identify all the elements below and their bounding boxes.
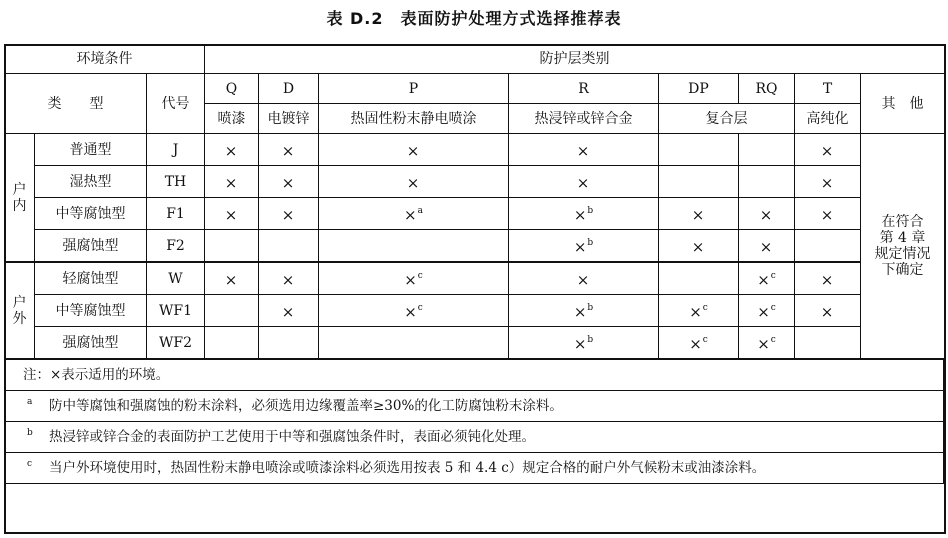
applicable-mark: × [691, 206, 705, 224]
row-code: F1 [147, 198, 205, 230]
col-name-d: 电镀锌 [259, 104, 319, 134]
applicable-mark: × [820, 174, 834, 192]
applicable-mark: × [281, 303, 295, 321]
applicable-mark: × [576, 174, 590, 192]
row-code: F2 [147, 230, 205, 263]
cell-q [205, 295, 259, 327]
cell-p [319, 166, 509, 198]
applicable-mark: × [573, 206, 587, 224]
col-code-p: P [319, 74, 509, 104]
applicable-mark: × [757, 335, 770, 353]
table-row [5, 327, 945, 359]
applicable-mark: × [820, 142, 834, 160]
table-row [5, 134, 945, 166]
applicable-mark: × [576, 142, 590, 160]
applicable-mark: × [404, 206, 417, 224]
table-row [5, 230, 945, 263]
table-row [5, 262, 945, 295]
row-type: 轻腐蚀型 [35, 262, 147, 295]
composite-header: 复合层 [659, 104, 795, 134]
table-row [5, 166, 945, 198]
col-name-t: 高纯化 [795, 104, 861, 134]
applicable-mark: × [404, 271, 417, 289]
cell-r [509, 327, 659, 359]
cell-rq [739, 166, 795, 198]
cell-dp [659, 166, 739, 198]
applicable-mark: × [573, 238, 587, 256]
note-a-key: a [27, 397, 33, 407]
applicable-mark: × [224, 271, 238, 289]
applicable-mark: × [759, 238, 773, 256]
applicable-mark: × [281, 206, 295, 224]
cell-p [319, 230, 509, 263]
group-outdoor: 户 外 [5, 262, 35, 359]
cell-rq [739, 295, 795, 327]
col-code-r: R [509, 74, 659, 104]
applicable-mark: × [573, 303, 587, 321]
applicable-mark: × [224, 206, 238, 224]
note-b-text: 热浸锌或锌合金的表面防护工艺使用于中等和强腐蚀条件时，表面必须钝化处理。 [49, 429, 535, 445]
row-type: 湿热型 [35, 166, 147, 198]
applicable-mark: × [691, 238, 705, 256]
cell-rq [739, 230, 795, 263]
col-name-q: 喷漆 [205, 104, 259, 134]
cell-q [205, 262, 259, 295]
footnote-ref: b [587, 303, 594, 313]
applicable-mark: × [689, 303, 702, 321]
row-code: J [147, 134, 205, 166]
row-type: 强腐蚀型 [35, 230, 147, 263]
applicable-mark: × [820, 303, 834, 321]
cell-d [259, 166, 319, 198]
row-type: 强腐蚀型 [35, 327, 147, 359]
protect-header: 防护层类别 [205, 45, 945, 74]
cell-d [259, 134, 319, 166]
table-title: 表 D.2 表面防护处理方式选择推荐表 [326, 9, 622, 28]
note-b-key: b [27, 428, 33, 438]
footnote-ref: b [587, 238, 594, 248]
footnote-ref: c [702, 335, 708, 345]
applicable-mark: × [281, 271, 295, 289]
cell-r [509, 295, 659, 327]
cell-r [509, 230, 659, 263]
applicable-mark: × [406, 142, 420, 160]
applicable-mark: × [757, 303, 770, 321]
col-code-q: Q [205, 74, 259, 104]
applicable-mark: × [757, 271, 770, 289]
code-header: 代号 [147, 74, 205, 134]
footnote-ref: c [417, 271, 423, 281]
cell-p [319, 327, 509, 359]
cell-r [509, 166, 659, 198]
footnote-ref: c [770, 335, 776, 345]
table-grid [4, 44, 945, 359]
cell-d [259, 327, 319, 359]
table-row [5, 295, 945, 327]
note-c [5, 452, 943, 483]
cell-p [319, 262, 509, 295]
applicable-mark: × [281, 174, 295, 192]
cell-d [259, 198, 319, 230]
row-type: 中等腐蚀型 [35, 295, 147, 327]
row-code: TH [147, 166, 205, 198]
footnote-ref: c [702, 303, 708, 313]
cell-t [795, 134, 861, 166]
applicable-mark: × [281, 142, 295, 160]
cell-p [319, 198, 509, 230]
footnote-ref: b [587, 206, 594, 216]
notes-block [4, 359, 944, 484]
cell-t [795, 295, 861, 327]
row-type: 中等腐蚀型 [35, 198, 147, 230]
cell-dp [659, 134, 739, 166]
footnote-ref: c [770, 303, 776, 313]
applicable-mark: × [689, 335, 702, 353]
cell-dp [659, 230, 739, 263]
row-code: W [147, 262, 205, 295]
note-main [5, 359, 943, 390]
cell-t [795, 327, 861, 359]
cell-t [795, 230, 861, 263]
cell-q [205, 198, 259, 230]
cell-t [795, 198, 861, 230]
cell-p [319, 134, 509, 166]
cell-d [259, 230, 319, 263]
cell-dp [659, 262, 739, 295]
cell-q [205, 230, 259, 263]
row-code: WF1 [147, 295, 205, 327]
footnote-ref: c [770, 271, 776, 281]
cell-rq [739, 198, 795, 230]
others-note: 在符合 第 4 章 规定情况 下确定 [861, 134, 945, 359]
col-name-p: 热固性粉末静电喷涂 [319, 104, 509, 134]
others-header: 其 他 [861, 74, 945, 134]
row-type: 普通型 [35, 134, 147, 166]
applicable-mark: × [224, 142, 238, 160]
note-b [5, 421, 943, 452]
note-c-key: c [27, 459, 33, 469]
col-code-rq: RQ [739, 74, 795, 104]
col-code-t: T [795, 74, 861, 104]
col-name-r: 热浸锌或锌合金 [509, 104, 659, 134]
note-main-text: 注：×表示适用的环境。 [23, 367, 170, 383]
applicable-mark: × [224, 174, 238, 192]
cell-t [795, 262, 861, 295]
footnote-ref: a [417, 206, 423, 216]
footnote-ref: b [587, 335, 594, 345]
applicable-mark: × [759, 206, 773, 224]
applicable-mark: × [576, 271, 590, 289]
env-header: 环境条件 [5, 45, 205, 74]
applicable-mark: × [406, 174, 420, 192]
recommendation-table [4, 44, 944, 532]
cell-dp [659, 295, 739, 327]
note-a [5, 390, 943, 421]
applicable-mark: × [820, 206, 834, 224]
cell-d [259, 262, 319, 295]
cell-q [205, 134, 259, 166]
cell-dp [659, 327, 739, 359]
cell-rq [739, 262, 795, 295]
cell-r [509, 262, 659, 295]
cell-q [205, 327, 259, 359]
table-row [5, 198, 945, 230]
footnote-ref: c [417, 303, 423, 313]
cell-rq [739, 134, 795, 166]
col-code-dp: DP [659, 74, 739, 104]
row-code: WF2 [147, 327, 205, 359]
note-a-text: 防中等腐蚀和强腐蚀的粉末涂料，必须选用边缘覆盖率≥30%的化工防腐蚀粉末涂料。 [49, 398, 563, 414]
type-header: 类 型 [5, 74, 147, 134]
applicable-mark: × [820, 271, 834, 289]
note-c-text: 当户外环境使用时，热固性粉末静电喷涂或喷漆涂料必须选用按表 5 和 4.4 c）规定合格的耐户外气候粉末或油漆涂料。 [49, 460, 766, 476]
cell-p [319, 295, 509, 327]
group-indoor: 户 内 [5, 134, 35, 263]
applicable-mark: × [573, 335, 587, 353]
cell-d [259, 295, 319, 327]
col-code-d: D [259, 74, 319, 104]
cell-rq [739, 327, 795, 359]
cell-t [795, 166, 861, 198]
applicable-mark: × [404, 303, 417, 321]
cell-r [509, 198, 659, 230]
cell-r [509, 134, 659, 166]
cell-dp [659, 198, 739, 230]
cell-q [205, 166, 259, 198]
